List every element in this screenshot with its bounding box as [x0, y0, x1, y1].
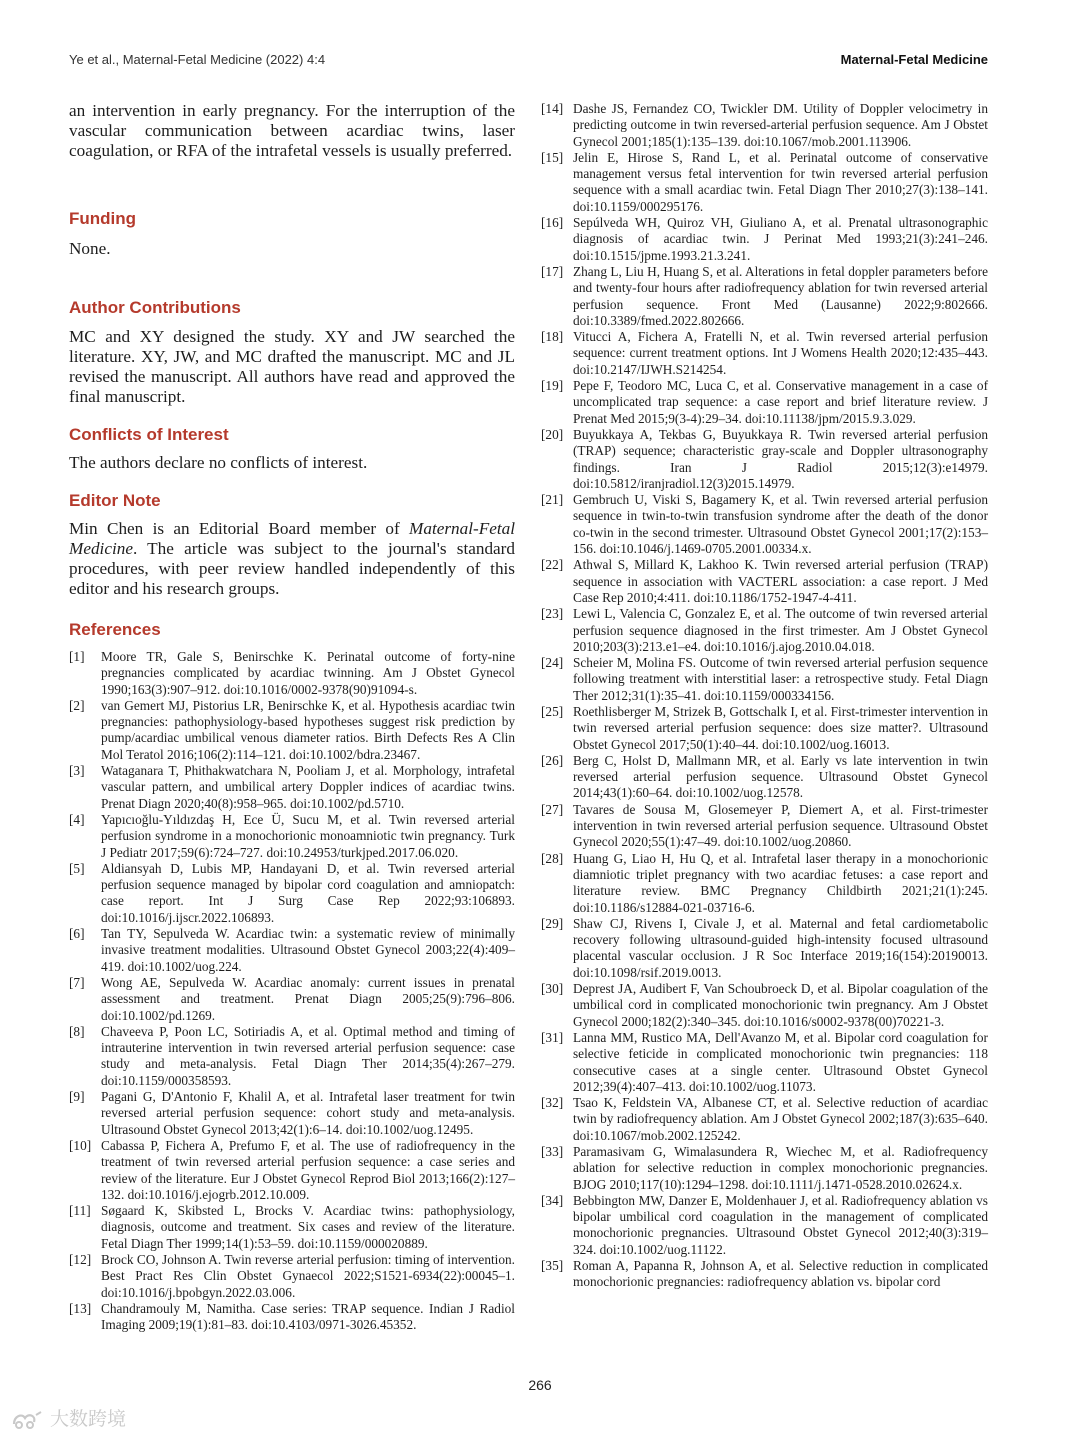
watermark	[10, 1404, 126, 1432]
reference-number: [35]	[541, 1258, 564, 1274]
reference-item	[69, 1252, 515, 1301]
reference-text: Deprest JA, Audibert F, Van Schoubroeck D, et al. Bipolar coagulation of the umbilical cord in complicated monochorionic twin pregnancy. Am J Obstet Gynecol 2000;182(2):340–345. doi:10.1016/s0002-9378(00)70221-3.	[573, 981, 988, 1029]
reference-text: Chandramouly M, Namitha. Case series: TRAP sequence. Indian J Radiol Imaging 2009;19(1):81–83. doi:10.4103/0971-3026.45352.	[101, 1300, 515, 1333]
reference-text: Pepe F, Teodoro MC, Luca C, et al. Conservative management in a case of uncomplicated trap sequence: a case report and brief literature review. J Prenat Med 2015;9(3-4):29–34. doi:10.11138/jpm/2015.9.3.029.	[573, 378, 988, 426]
reference-number: [31]	[541, 1029, 564, 1045]
reference-number: [25]	[541, 703, 564, 719]
reference-text: Buyukkaya A, Tekbas G, Buyukkaya R. Twin reversed arterial perfusion (TRAP) sequence; characteristic gray-scale and Doppler ultrasonography findings. Iran J Radiol 2015;12(3):e14979. doi:10.5812/iranjradiol.12(3)2015.14979.	[573, 426, 988, 491]
reference-text: Sepúlveda WH, Quiroz VH, Giuliano A, et al. Prenatal ultrasonographic diagnosis of acardiac twin. J Perinat Med 1993;21(3):241–246. doi:10.1515/jpme.1993.21.3.241.	[573, 215, 988, 263]
reference-text: Paramasivam G, Wimalasundera R, Wiechec M, et al. Radiofrequency ablation for selective reduction in complex monochorionic pregnancies. BJOG 2010;117(10):1294–1298. doi:10.1111/j.1471-0528.2010.02624.x.	[573, 1144, 988, 1192]
funding-text: None.	[69, 239, 111, 258]
reference-number: [32]	[541, 1095, 564, 1111]
reference-list-right	[541, 101, 988, 1291]
reference-number: [4]	[69, 811, 85, 827]
reference-text: Zhang L, Liu H, Huang S, et al. Alterations in fetal doppler parameters before and twenty-four hours after radiofrequency ablation for twin reversed arterial perfusion sequence. Front Med (Lausanne) 2022;9:802666. doi:10.3389/fmed.2022.802666.	[573, 263, 988, 328]
left-column	[69, 101, 515, 1333]
reference-text: Tsao K, Feldstein VA, Albanese CT, et al. Selective reduction of acardiac twin by radiofrequency ablation. Am J Obstet Gynecol 2002;187(3):635–640. doi:10.1067/mob.2002.125242.	[573, 1095, 988, 1143]
reference-text: Wong AE, Sepulveda W. Acardiac anomaly: current issues in prenatal assessment and treatment. Prenat Diagn 2005;25(9):796–806. doi:10.1002/pd.1269.	[101, 974, 515, 1023]
reference-number: [21]	[541, 492, 564, 508]
watermark-logo-icon	[10, 1409, 44, 1431]
reference-number: [15]	[541, 149, 564, 165]
reference-text: Lanna MM, Rustico MA, Dell'Avanzo M, et al. Bipolar cord coagulation for selective feticide in complicated monochorionic twin pregnancies: 118 consecutive cases at a single center. Ultrasound Obstet Gynecol 2012;39(4):407–413. doi:10.1002/uog.11073.	[573, 1029, 988, 1094]
reference-item	[541, 1095, 988, 1144]
reference-item	[541, 981, 988, 1030]
reference-item	[69, 649, 515, 698]
reference-item	[69, 861, 515, 926]
reference-text: Vitucci A, Fichera A, Fratelli N, et al. Twin reversed arterial perfusion sequence: current treatment options. Int J Womens Health 2020;12:435–443. doi:10.2147/IJWH.S214254.	[573, 329, 988, 377]
reference-item	[541, 753, 988, 802]
reference-text: Huang G, Liao H, Hu Q, et al. Intrafetal laser therapy in a monochorionic diamniotic triplet pregnancy with two acardiac fetuses: a case report and literature review. BMC Pregnancy Childbirth 2021;21(1):245. doi:10.1186/s12884-021-03716-6.	[573, 850, 988, 915]
reference-item	[541, 427, 988, 492]
reference-item	[541, 378, 988, 427]
reference-text: Cabassa P, Fichera A, Prefumo F, et al. The use of radiofrequency in the treatment of twin reversed arterial perfusion sequence: a case series and review of the literature. Eur J Obstet Gynecol Reprod Biol 2013;166(2):127–132. doi:10.1016/j.ejogrb.2012.10.009.	[101, 1137, 515, 1202]
reference-number: [14]	[541, 101, 564, 116]
reference-number: [30]	[541, 981, 564, 997]
reference-text: Bebbington MW, Danzer E, Moldenhauer J, et al. Radiofrequency ablation vs bipolar umbilical cord coagulation in the management of complicated monochorionic pregnancies. Ultrasound Obstet Gynecol 2012;40(3):319–324. doi:10.1002/uog.11122.	[573, 1192, 988, 1257]
reference-item	[69, 975, 515, 1024]
reference-text: Roethlisberger M, Strizek B, Gottschalk I, et al. First-trimester intervention in twin reversed arterial perfusion sequence: does size matter?. Ultrasound Obstet Gynecol 2017;50(1):40–44. doi:10.1002/uog.16013.	[573, 703, 988, 752]
reference-number: [19]	[541, 378, 564, 394]
reference-text: Roman A, Papanna R, Johnson A, et al. Selective reduction in complicated monochorionic pregnancies: radiofrequency ablation vs. bipolar cord	[573, 1258, 988, 1290]
reference-item	[69, 1138, 515, 1203]
reference-item	[69, 1203, 515, 1252]
reference-text: Moore TR, Gale S, Benirschke K. Perinatal outcome of forty-nine pregnancies complicated by acardiac twinning. Am J Obstet Gynecol 1990;163(3):907–912. doi:10.1016/0002-9378(90)91094-s.	[101, 649, 515, 697]
reference-number: [33]	[541, 1144, 564, 1159]
reference-text: Tan TY, Sepulveda W. Acardiac twin: a systematic review of minimally invasive treatment modalities. Ultrasound Obstet Gynecol 2003;22(4):409–419. doi:10.1002/uog.224.	[101, 926, 515, 974]
reference-number: [28]	[541, 850, 564, 866]
right-column	[541, 101, 988, 1291]
reference-item	[541, 1193, 988, 1258]
reference-number: [9]	[69, 1089, 85, 1105]
reference-item	[541, 704, 988, 753]
conflicts-text: The authors declare no conflicts of interest.	[69, 453, 368, 472]
reference-item	[69, 698, 515, 763]
reference-item	[541, 101, 988, 150]
reference-number: [16]	[541, 215, 564, 231]
conflicts-heading: Conflicts of Interest	[69, 425, 229, 444]
reference-number: [7]	[69, 974, 85, 990]
reference-number: [29]	[541, 915, 564, 931]
reference-text: Yapıcıoğlu-Yıldızdaş H, Ece Ü, Sucu M, et al. Twin reversed arterial perfusion syndrome in a monochorionic monoamniotic twin pregnancy. Turk J Pediatr 2017;59(6):724–727. doi:10.24953/turkjped.2017.06.020.	[101, 811, 515, 860]
reference-item	[69, 1301, 515, 1334]
reference-item	[541, 1144, 988, 1193]
reference-item	[541, 329, 988, 378]
reference-number: [1]	[69, 649, 85, 664]
reference-item	[541, 215, 988, 264]
reference-text: Dashe JS, Fernandez CO, Twickler DM. Utility of Doppler velocimetry in predicting outcome in twin reversed-arterial perfusion sequence. Am J Obstet Gynecol 2001;185(1):135–139. doi:10.1067/mob.2001.113906.	[573, 101, 988, 149]
reference-text: Chaveeva P, Poon LC, Sotiriadis A, et al. Optimal method and timing of intrauterine intervention in twin reversed arterial perfusion sequence: case study and meta-analysis. Fetal Diagn Ther 2014;35(4):267–279. doi:10.1159/000358593.	[101, 1023, 515, 1088]
reference-text: Athwal S, Millard K, Lakhoo K. Twin reversed arterial perfusion (TRAP) sequence in association with VACTERL association: a case report. J Med Case Rep 2010;4:411. doi:10.1186/1752-1947-4-411.	[573, 557, 988, 605]
author-contributions-text: MC and XY designed the study. XY and JW searched the literature. XY, JW, and MC drafted the manuscript. MC and JL revised the manuscript. All authors have read and approved the final manuscript.	[69, 327, 515, 406]
editor-note-heading: Editor Note	[69, 491, 161, 510]
reference-item	[69, 1089, 515, 1138]
reference-number: [8]	[69, 1023, 85, 1039]
reference-item	[541, 557, 988, 606]
page-number: 266	[528, 1377, 552, 1393]
journal-title: Maternal-Fetal Medicine	[69, 519, 515, 558]
reference-number: [2]	[69, 697, 85, 713]
reference-text: Jelin E, Hirose S, Rand L, et al. Perinatal outcome of conservative management versus fetal intervention for twin reversed arterial perfusion sequence with a small acardiac twin. Fetal Diagn Ther 2010;27(3):138–141. doi:10.1159/000295176.	[573, 149, 988, 214]
reference-item	[69, 812, 515, 861]
reference-text: Lewi L, Valencia C, Gonzalez E, et al. The outcome of twin reversed arterial perfusion sequence diagnosed in the first trimester. Am J Obstet Gynecol 2010;203(3):213.e1–e4. doi:10.1016/j.ajog.2010.04.018.	[573, 606, 988, 654]
reference-item	[69, 763, 515, 812]
reference-item	[541, 264, 988, 329]
running-header	[69, 52, 988, 70]
reference-text: van Gemert MJ, Pistorius LR, Benirschke K, et al. Hypothesis acardiac twin pregnancies: pathophysiology-based hypotheses suggest risk prediction by pump/acardiac umbilical venous diameter ratios. Birth Defects Res A Clin Mol Teratol 2016;106(2):114–121. doi:10.1002/bdra.23467.	[101, 697, 515, 762]
reference-number: [3]	[69, 763, 85, 779]
funding-heading: Funding	[69, 209, 137, 228]
reference-item	[541, 916, 988, 981]
reference-text: Shaw CJ, Rivens I, Civale J, et al. Maternal and fetal cardiometabolic recovery following ultrasound-guided high-intensity focused ultrasound placental vascular occlusion. J R Soc Interface 2019;16(154):20190013. doi:10.1098/rsif.2019.0013.	[573, 915, 988, 980]
reference-item	[69, 1024, 515, 1089]
reference-text: Søgaard K, Skibsted L, Brocks V. Acardiac twins: pathophysiology, diagnosis, outcome and treatment. Six cases and review of the literature. Fetal Diagn Ther 1999;14(1):53–59. doi:10.1159/000020889.	[101, 1203, 515, 1251]
reference-text: Tavares de Sousa M, Glosemeyer P, Diemert A, et al. First-trimester intervention in twin reversed arterial perfusion sequence. Ultrasound Obstet Gynecol 2020;55(1):47–49. doi:10.1002/uog.20860.	[573, 801, 988, 850]
reference-number: [6]	[69, 926, 85, 942]
reference-number: [26]	[541, 752, 564, 768]
reference-text: Aldiansyah D, Lubis MP, Handayani D, et al. Twin reversed arterial perfusion sequence managed by bipolar cord coagulation and amniopatch: case report. Int J Surg Case Rep 2022;93:106893. doi:10.1016/j.ijscr.2022.106893.	[101, 860, 515, 925]
reference-item	[541, 802, 988, 851]
reference-list-left	[69, 649, 515, 1333]
intro-paragraph: an intervention in early pregnancy. For the interruption of the vascular communication between acardiac twins, laser coagulation, or RFA of the intrafetal vessels is usually preferred.	[69, 101, 515, 160]
reference-text: Gembruch U, Viski S, Bagamery K, et al. Twin reversed arterial perfusion sequence in twin-to-twin transfusion syndrome after the death of the donor co-twin in the second trimester. Ultrasound Obstet Gynecol 2001;17(2):153–156. doi:10.1046/j.1469-0705.2001.00334.x.	[573, 492, 988, 557]
references-heading: References	[69, 620, 161, 639]
reference-number: [11]	[69, 1203, 91, 1219]
reference-number: [34]	[541, 1192, 564, 1208]
reference-number: [12]	[69, 1251, 92, 1267]
reference-item	[541, 606, 988, 655]
reference-number: [5]	[69, 860, 85, 876]
reference-number: [22]	[541, 557, 564, 573]
reference-item	[541, 655, 988, 704]
reference-number: [13]	[69, 1300, 92, 1316]
reference-text: Brock CO, Johnson A. Twin reverse arterial perfusion: timing of intervention. Best Pract Res Clin Obstet Gynaecol 2022;S1521-6934(22):00045–1. doi:10.1016/j.bpobgyn.2022.03.006.	[101, 1251, 515, 1300]
reference-number: [24]	[541, 655, 564, 671]
reference-item	[541, 492, 988, 557]
reference-number: [17]	[541, 263, 564, 279]
watermark-text: 大数跨境	[50, 1408, 127, 1430]
journal-name-header: Maternal-Fetal Medicine	[840, 52, 988, 67]
reference-number: [18]	[541, 329, 564, 345]
author-contributions-heading: Author Contributions	[69, 298, 241, 317]
reference-number: [10]	[69, 1137, 92, 1153]
editor-note-text: Min Chen is an Editorial Board member of Maternal-Fetal Medicine. The article was subject to the journal's standard procedures, with peer review handled independently of this editor and his research groups.	[69, 519, 515, 598]
reference-item	[541, 150, 988, 215]
reference-item	[69, 926, 515, 975]
reference-item	[541, 1258, 988, 1291]
reference-number: [23]	[541, 606, 564, 622]
reference-text: Pagani G, D'Antonio F, Khalil A, et al. Intrafetal laser treatment for twin reversed arterial perfusion sequence: cohort study and meta-analysis. Ultrasound Obstet Gynecol 2013;42(1):6–14. doi:10.1002/uog.12495.	[101, 1089, 515, 1137]
reference-text: Berg C, Holst D, Mallmann MR, et al. Early vs late intervention in twin reversed arterial perfusion sequence. Ultrasound Obstet Gynecol 2014;43(1):60–64. doi:10.1002/uog.12578.	[573, 752, 988, 801]
reference-item	[541, 851, 988, 916]
reference-number: [27]	[541, 801, 564, 817]
reference-text: Scheier M, Molina FS. Outcome of twin reversed arterial perfusion sequence following treatment with interstitial laser: a retrospective study. Fetal Diagn Ther 2012;31(1):35–41. doi:10.1159/000334156.	[573, 655, 988, 703]
reference-item	[541, 1030, 988, 1095]
reference-text: Wataganara T, Phithakwatchara N, Pooliam J, et al. Morphology, intrafetal vascular pattern, and umbilical artery Doppler indices of acardiac twins. Prenat Diagn 2020;40(8):958–965. doi:10.1002/pd.5710.	[101, 763, 515, 811]
article-citation-header: Ye et al., Maternal-Fetal Medicine (2022) 4:4	[69, 52, 326, 67]
reference-number: [20]	[541, 426, 564, 442]
